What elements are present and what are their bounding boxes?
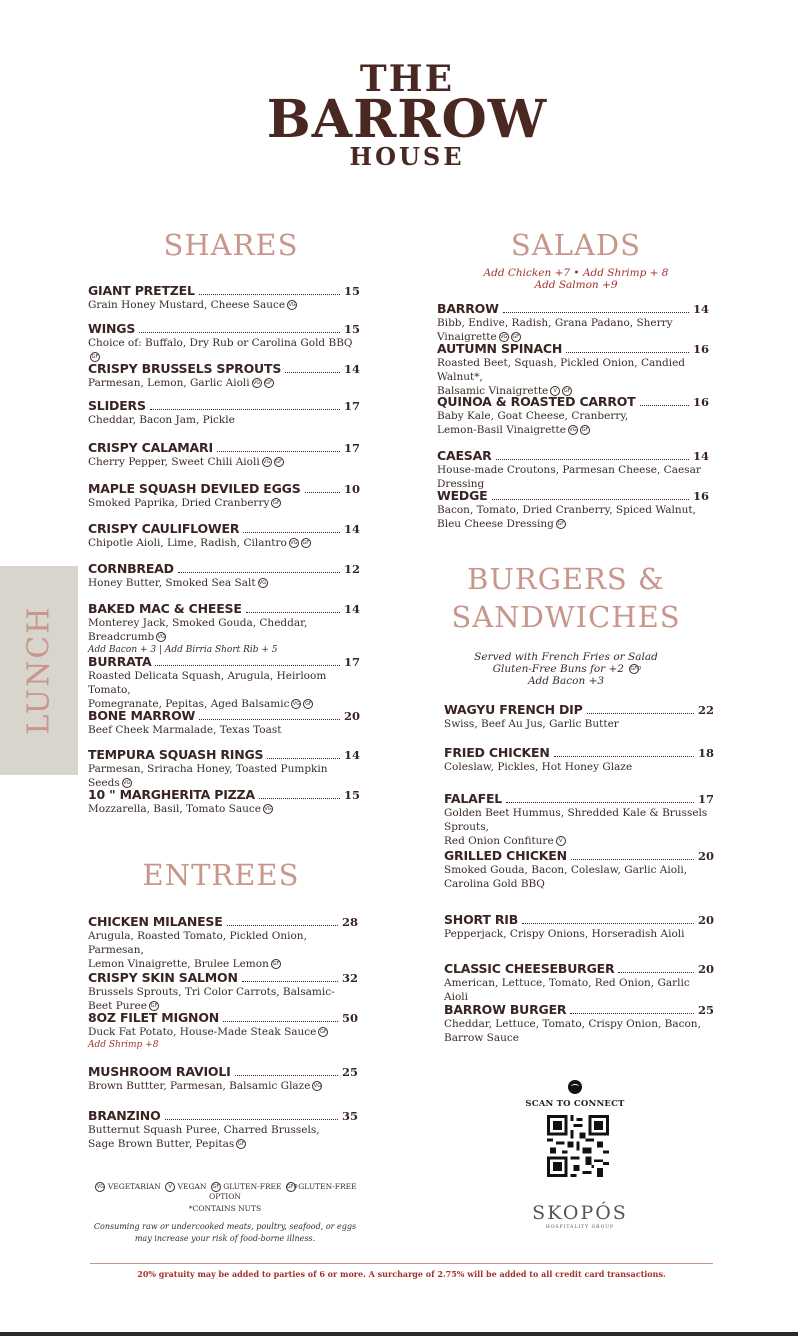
menu-item-description	[437, 503, 709, 531]
vegetarian-icon: VG	[500, 334, 508, 340]
vegan-icon: V	[165, 1182, 175, 1192]
menu-item-row	[444, 791, 714, 806]
dot-leader	[223, 1021, 338, 1022]
menu-item-price: 14	[343, 362, 360, 376]
menu-item-price: 14	[343, 748, 360, 762]
menu-item-name: GIANT PRETZEL	[88, 283, 195, 298]
menu-item-description	[444, 927, 714, 941]
gluten-free-icon: GF	[563, 388, 571, 394]
menu-item-price: 17	[343, 655, 360, 669]
menu-item-row	[88, 283, 360, 298]
dot-leader	[496, 459, 689, 460]
menu-item-price: 16	[692, 342, 709, 356]
menu-item-description	[88, 723, 360, 737]
menu-item-price: 28	[341, 915, 358, 929]
burgers-note-3: Add Bacon +3	[527, 675, 605, 687]
menu-item-price: 14	[343, 602, 360, 616]
dot-leader	[571, 859, 694, 860]
menu-item-description-text: Smoked Paprika, Dried Cranberry	[88, 497, 270, 509]
menu-item-description	[88, 536, 360, 550]
menu-item-name: BURRATA	[88, 654, 152, 669]
menu-item	[444, 702, 714, 731]
menu-item	[444, 791, 714, 848]
menu-item-description-text: Brown Buttter, Parmesan, Balsamic Glaze	[88, 1080, 311, 1092]
dot-leader	[242, 981, 338, 982]
vegetarian-icon: VG	[264, 806, 272, 812]
menu-item-price: 17	[343, 399, 360, 413]
menu-item-description-text: Arugula, Roasted Tomato, Pickled Onion, Parmesan, Lemon Vinaigrette, Brulee Lemon	[88, 930, 307, 970]
lunch-tab	[0, 566, 78, 775]
menu-item-description	[88, 616, 360, 644]
vegetarian-icon: VG	[313, 1083, 322, 1089]
menu-item-row	[444, 848, 714, 863]
gluten-free-icon: GF	[265, 380, 272, 386]
menu-item-description	[88, 762, 360, 790]
vegan-icon: V	[556, 836, 566, 846]
vegan-icon: V	[550, 386, 560, 396]
vegetarian-icon: VG	[258, 580, 267, 586]
menu-item	[88, 970, 358, 1013]
menu-item-name: BARROW BURGER	[444, 1002, 567, 1017]
menu-item	[437, 488, 709, 531]
legend-gluten-free-option: GLUTEN-FREE OPTION	[209, 1182, 357, 1201]
gluten-free-icon: GF	[320, 1029, 327, 1035]
menu-item-description	[88, 1123, 358, 1151]
dot-leader	[243, 532, 340, 533]
menu-item-description-text: Parmesan, Lemon, Garlic Aioli	[88, 377, 250, 389]
legend-vegan: VEGAN	[177, 1182, 207, 1191]
menu-item-row	[437, 448, 709, 463]
vegetarian-icon: VG	[123, 780, 131, 786]
menu-item-name: TEMPURA SQUASH RINGS	[88, 747, 264, 762]
footer-divider	[90, 1263, 713, 1264]
menu-item-price: 17	[343, 441, 360, 455]
dot-leader	[235, 1075, 338, 1076]
menu-item-row	[444, 912, 714, 927]
gluten-free-icon: GF	[272, 961, 280, 967]
menu-item-name: CRISPY SKIN SALMON	[88, 970, 238, 985]
menu-item-price: 25	[697, 1003, 714, 1017]
gluten-free-option-icon: GFO	[286, 1184, 298, 1190]
menu-item	[88, 481, 360, 510]
menu-item-price: 25	[341, 1065, 358, 1079]
menu-item-description-text: Roasted Beet, Squash, Pickled Onion, Candied Walnut*, Balsamic Vinaigrette	[437, 357, 686, 397]
menu-item-description	[88, 496, 360, 510]
menu-item-description	[88, 376, 360, 390]
menu-item-name: CRISPY CALAMARI	[88, 440, 213, 455]
menu-item-description	[444, 806, 714, 848]
menu-item-description	[88, 298, 360, 312]
salads-note-2: Add Salmon +9	[534, 279, 618, 291]
menu-item-name: SHORT RIB	[444, 912, 519, 927]
legend-gluten-free: GLUTEN-FREE	[223, 1182, 282, 1191]
menu-item-description-text: Baby Kale, Goat Cheese, Cranberry, Lemon-Basil Vinaigrette	[437, 410, 629, 436]
menu-item-price: 50	[341, 1011, 358, 1025]
vegetarian-icon: VG	[292, 701, 301, 707]
dot-leader	[199, 294, 340, 295]
gluten-free-icon: GF	[91, 354, 99, 360]
gluten-free-icon: GF	[512, 334, 520, 340]
dot-leader	[165, 1119, 338, 1120]
menu-item-name: FALAFEL	[444, 791, 503, 806]
menu-item-description-text: Smoked Gouda, Bacon, Coleslaw, Garlic Aioli, Carolina Gold BBQ	[444, 864, 688, 890]
menu-item-description	[444, 1017, 714, 1045]
vegetarian-icon: VG	[569, 427, 577, 433]
menu-item-row	[444, 745, 714, 760]
menu-item-price: 14	[343, 522, 360, 536]
menu-item-price: 16	[692, 489, 709, 503]
shares-title: SHARES	[163, 228, 299, 262]
skopos-subtitle: HOSPITALITY GROUP	[545, 1225, 615, 1230]
dot-leader	[570, 1013, 694, 1014]
menu-item-addon: Add Bacon + 3 | Add Birria Short Rib + 5	[88, 645, 278, 655]
menu-item-row	[88, 970, 358, 985]
menu-item-description	[437, 316, 709, 344]
food-warning-1: Consuming raw or undercooked meats, poultry, seafood, or eggs	[93, 1222, 357, 1231]
menu-item-description	[88, 1025, 358, 1039]
menu-item-row	[88, 1010, 358, 1025]
gluten-free-icon: GF	[275, 459, 283, 465]
menu-item-name: 8OZ FILET MIGNON	[88, 1010, 220, 1025]
menu-item	[88, 321, 360, 364]
menu-item-row	[88, 521, 360, 536]
menu-item-description	[88, 802, 360, 816]
qr-code[interactable]	[546, 1115, 610, 1177]
menu-item-name: WEDGE	[437, 488, 488, 503]
menu-item-row	[88, 747, 360, 762]
food-warning-2: may increase your risk of food-borne illness.	[134, 1234, 316, 1243]
menu-item-description-text: Brussels Sprouts, Tri Color Carrots, Balsamic-Beet Puree	[88, 986, 335, 1012]
menu-item-row	[444, 702, 714, 717]
bottom-band	[0, 1332, 798, 1336]
dot-leader	[492, 499, 689, 500]
menu-item-name: CAESAR	[437, 448, 492, 463]
menu-item-description-text: Cheddar, Lettuce, Tomato, Crispy Onion, Bacon, Barrow Sauce	[444, 1018, 701, 1044]
menu-item-addon: Add Shrimp +8	[88, 1040, 159, 1050]
menu-item	[444, 745, 714, 774]
menu-item-description-text: Grain Honey Mustard, Cheese Sauce	[88, 299, 286, 311]
dot-leader	[503, 312, 689, 313]
menu-item-description-text: Mozzarella, Basil, Tomato Sauce	[88, 803, 261, 815]
scan-label: SCAN TO CONNECT	[525, 1099, 625, 1109]
gluten-free-icon: GF	[302, 540, 310, 546]
menu-item-description	[88, 413, 360, 427]
dietary-legend	[90, 1182, 360, 1245]
menu-item	[88, 1064, 358, 1093]
menu-item-row	[88, 708, 360, 723]
entrees-title: ENTREES	[142, 858, 300, 892]
menu-item	[88, 747, 360, 790]
logo-house: HOUSE	[349, 142, 465, 171]
menu-item-description-text: Beef Cheek Marmalade, Texas Toast	[88, 724, 282, 736]
menu-item-description-text: Cheddar, Bacon Jam, Pickle	[88, 414, 235, 426]
salads-title: SALADS	[510, 228, 642, 262]
menu-item-price: 32	[341, 971, 358, 985]
menu-item-price: 17	[697, 792, 714, 806]
legend-vegetarian: VEGETARIAN	[107, 1182, 161, 1191]
menu-item-description	[437, 409, 709, 437]
menu-item-name: CORNBREAD	[88, 561, 174, 576]
lunch-tab-label: LUNCH	[21, 605, 57, 735]
menu-item-row	[88, 321, 360, 336]
menu-item-price: 16	[692, 395, 709, 409]
menu-item-price: 18	[697, 746, 714, 760]
menu-item-price: 14	[692, 449, 709, 463]
menu-item	[88, 601, 360, 656]
menu-item	[88, 398, 360, 427]
menu-item-price: 20	[697, 913, 714, 927]
vegetarian-icon: VG	[290, 540, 298, 546]
menu-item-description-text: House-made Croutons, Parmesan Cheese, Caesar Dressing	[437, 464, 701, 490]
menu-item	[88, 561, 360, 590]
menu-item-description	[444, 717, 714, 731]
logo-the: THE	[359, 58, 455, 100]
menu-item-price: 15	[343, 788, 360, 802]
menu-item-name: FRIED CHICKEN	[444, 745, 550, 760]
menu-item-row	[88, 1064, 358, 1079]
menu-item	[437, 448, 709, 491]
gluten-free-icon: GF	[150, 1003, 158, 1009]
burgers-note-1: Served with French Fries or Salad	[474, 651, 658, 663]
dot-leader	[217, 451, 340, 452]
menu-item-description-text: Bibb, Endive, Radish, Grana Padano, Sherry Vinaigrette	[437, 317, 673, 343]
menu-item-description	[88, 455, 360, 469]
menu-item	[88, 914, 358, 971]
menu-item	[444, 848, 714, 891]
gfo-badge-icon: GFO	[630, 666, 642, 672]
menu-item	[444, 1002, 714, 1045]
menu-item-name: CRISPY BRUSSELS SPROUTS	[88, 361, 282, 376]
menu-item-row	[444, 1002, 714, 1017]
menu-item	[88, 708, 360, 737]
dot-leader	[285, 372, 340, 373]
dot-leader	[618, 972, 694, 973]
menu-item	[88, 440, 360, 469]
dot-leader	[227, 925, 338, 926]
menu-item-row	[88, 601, 360, 616]
burgers-title-1: BURGERS &	[467, 562, 665, 596]
dot-leader	[246, 612, 340, 613]
legend-row	[90, 1182, 360, 1201]
menu-item-price: 20	[343, 709, 360, 723]
menu-item-row	[88, 440, 360, 455]
menu-item-row	[88, 914, 358, 929]
scan-to-connect	[520, 1080, 630, 1109]
vegetarian-icon: VG	[288, 302, 296, 308]
menu-item-row	[437, 341, 709, 356]
menu-item-name: BRANZINO	[88, 1108, 161, 1123]
menu-item-row	[88, 481, 360, 496]
menu-item	[88, 283, 360, 312]
menu-item-name: WINGS	[88, 321, 136, 336]
gluten-free-icon: GF	[581, 427, 589, 433]
dot-leader	[640, 405, 689, 406]
menu-item-description-text: Chipotle Aioli, Lime, Radish, Cilantro	[88, 537, 287, 549]
menu-item-description	[444, 760, 714, 774]
menu-item-description-text: Swiss, Beef Au Jus, Garlic Butter	[444, 718, 619, 730]
menu-item-row	[88, 361, 360, 376]
gluten-free-icon: GF	[305, 701, 312, 707]
menu-item-price: 10	[343, 482, 360, 496]
gluten-free-icon: GF	[237, 1141, 245, 1147]
menu-item-description	[437, 356, 709, 398]
menu-item-description	[437, 463, 709, 491]
menu-item-description-text: Choice of: Buffalo, Dry Rub or Carolina Gold BBQ	[88, 337, 353, 349]
menu-item	[437, 301, 709, 344]
menu-item-description-text: Butternut Squash Puree, Charred Brussels, Sage Brown Butter, Pepitas	[88, 1124, 320, 1150]
menu-item-description-text: Roasted Delicata Squash, Arugula, Heirloom Tomato, Pomegranate, Pepitas, Aged Balsamic	[88, 670, 327, 710]
menu-item-price: 20	[697, 962, 714, 976]
menu-item-description-text: Cherry Pepper, Sweet Chili Aioli	[88, 456, 260, 468]
menu-item-row	[88, 654, 360, 669]
menu-item-name: QUINOA & ROASTED CARROT	[437, 394, 636, 409]
gluten-free-icon: GF	[273, 500, 280, 506]
menu-item-row	[437, 488, 709, 503]
menu-item-price: 12	[343, 562, 360, 576]
burgers-title-2: SANDWICHES	[451, 600, 681, 634]
dot-leader	[305, 492, 340, 493]
gluten-free-icon: GF	[212, 1184, 220, 1190]
vegetarian-icon: VG	[96, 1184, 105, 1190]
menu-item-name: BONE MARROW	[88, 708, 196, 723]
dot-leader	[155, 665, 340, 666]
menu-item-price: 15	[343, 322, 360, 336]
menu-item-row	[88, 1108, 358, 1123]
dot-leader	[267, 758, 340, 759]
dot-leader	[139, 332, 340, 333]
menu-item-description	[88, 1079, 358, 1093]
contains-nuts-note: *CONTAINS NUTS	[188, 1204, 262, 1213]
dot-leader	[150, 409, 340, 410]
menu-item	[88, 521, 360, 550]
menu-item-name: 10 " MARGHERITA PIZZA	[88, 787, 255, 802]
gluten-free-icon: GF	[557, 521, 565, 527]
menu-item-description-text: American, Lettuce, Tomato, Red Onion, Garlic Aioli	[444, 977, 690, 1003]
menu-item-row	[444, 961, 714, 976]
menu-item-name: CHICKEN MILANESE	[88, 914, 223, 929]
dot-leader	[522, 923, 694, 924]
menu-item-description-text: Pepperjack, Crispy Onions, Horseradish Aioli	[444, 928, 685, 940]
menu-item-description	[88, 985, 358, 1013]
menu-item-price: 22	[697, 703, 714, 717]
dot-leader	[506, 802, 694, 803]
menu-item-description	[88, 929, 358, 971]
menu-item-price: 20	[697, 849, 714, 863]
menu-item-description	[444, 863, 714, 891]
menu-item-name: CRISPY CAULIFLOWER	[88, 521, 240, 536]
menu-item-description	[88, 336, 360, 364]
menu-item-row	[437, 301, 709, 316]
menu-item-description-text: Golden Beet Hummus, Shredded Kale & Brussels Sprouts, Red Onion Confiture	[444, 807, 708, 847]
menu-item-description-text: Bacon, Tomato, Dried Cranberry, Spiced Walnut, Bleu Cheese Dressing	[437, 504, 696, 530]
menu-item-name: MAPLE SQUASH DEVILED EGGS	[88, 481, 301, 496]
menu-item-description	[88, 576, 360, 590]
menu-item	[437, 394, 709, 437]
menu-item-price: 14	[692, 302, 709, 316]
menu-item	[437, 341, 709, 398]
menu-item-name: CLASSIC CHEESEBURGER	[444, 961, 615, 976]
menu-item-row	[88, 787, 360, 802]
dot-leader	[554, 756, 694, 757]
menu-item-description-text: Honey Butter, Smoked Sea Salt	[88, 577, 256, 589]
vegetarian-icon: VG	[263, 459, 271, 465]
menu-item-name: WAGYU FRENCH DIP	[444, 702, 583, 717]
dot-leader	[587, 713, 694, 714]
menu-item-name: BARROW	[437, 301, 499, 316]
menu-item-description-text: Coleslaw, Pickles, Hot Honey Glaze	[444, 761, 633, 773]
dot-leader	[566, 352, 689, 353]
vegetarian-icon: VG	[252, 380, 261, 386]
footer-note: 20% gratuity may be added to parties of 6 or more. A surcharge of 2.75% will be added to all credit card transactions.	[137, 1269, 666, 1279]
menu-item-row	[437, 394, 709, 409]
menu-item-price: 35	[341, 1109, 358, 1123]
menu-item-price: 15	[343, 284, 360, 298]
skopos-logo	[528, 1202, 632, 1230]
menu-item	[88, 787, 360, 816]
menu-item-name: MUSHROOM RAVIOLI	[88, 1064, 231, 1079]
menu-item-row	[88, 561, 360, 576]
menu-item	[88, 361, 360, 390]
dot-leader	[178, 572, 340, 573]
skopos-wordmark: SKOPÓS	[532, 1202, 628, 1224]
menu-item-name: SLIDERS	[88, 398, 146, 413]
menu-item-name: BAKED MAC & CHEESE	[88, 601, 242, 616]
dot-leader	[199, 719, 340, 720]
restaurant-logo	[262, 58, 552, 170]
menu-item-description-text: Duck Fat Potato, House-Made Steak Sauce	[88, 1026, 317, 1038]
vegetarian-icon: VG	[157, 634, 165, 640]
menu-item-name: AUTUMN SPINACH	[437, 341, 563, 356]
menu-item-description-text: Parmesan, Sriracha Honey, Toasted Pumpkin Seeds	[88, 763, 328, 789]
dot-leader	[259, 798, 340, 799]
menu-item	[88, 1010, 358, 1051]
menu-item-row	[88, 398, 360, 413]
menu-item	[88, 1108, 358, 1151]
burgers-note-2: Gluten-Free Buns for +2 GFO	[492, 663, 642, 675]
logo-barrow: BARROW	[266, 89, 548, 150]
menu-item-description	[88, 669, 360, 711]
menu-item	[444, 912, 714, 941]
wifi-icon	[568, 1080, 582, 1094]
salads-note-1: Add Chicken +7 • Add Shrimp + 8	[483, 267, 669, 279]
menu-item-description	[444, 976, 714, 1004]
menu-item	[444, 961, 714, 1004]
menu-item	[88, 654, 360, 711]
menu-item-description-text: Monterey Jack, Smoked Gouda, Cheddar, Breadcrumb	[88, 617, 308, 643]
menu-item-name: GRILLED CHICKEN	[444, 848, 567, 863]
